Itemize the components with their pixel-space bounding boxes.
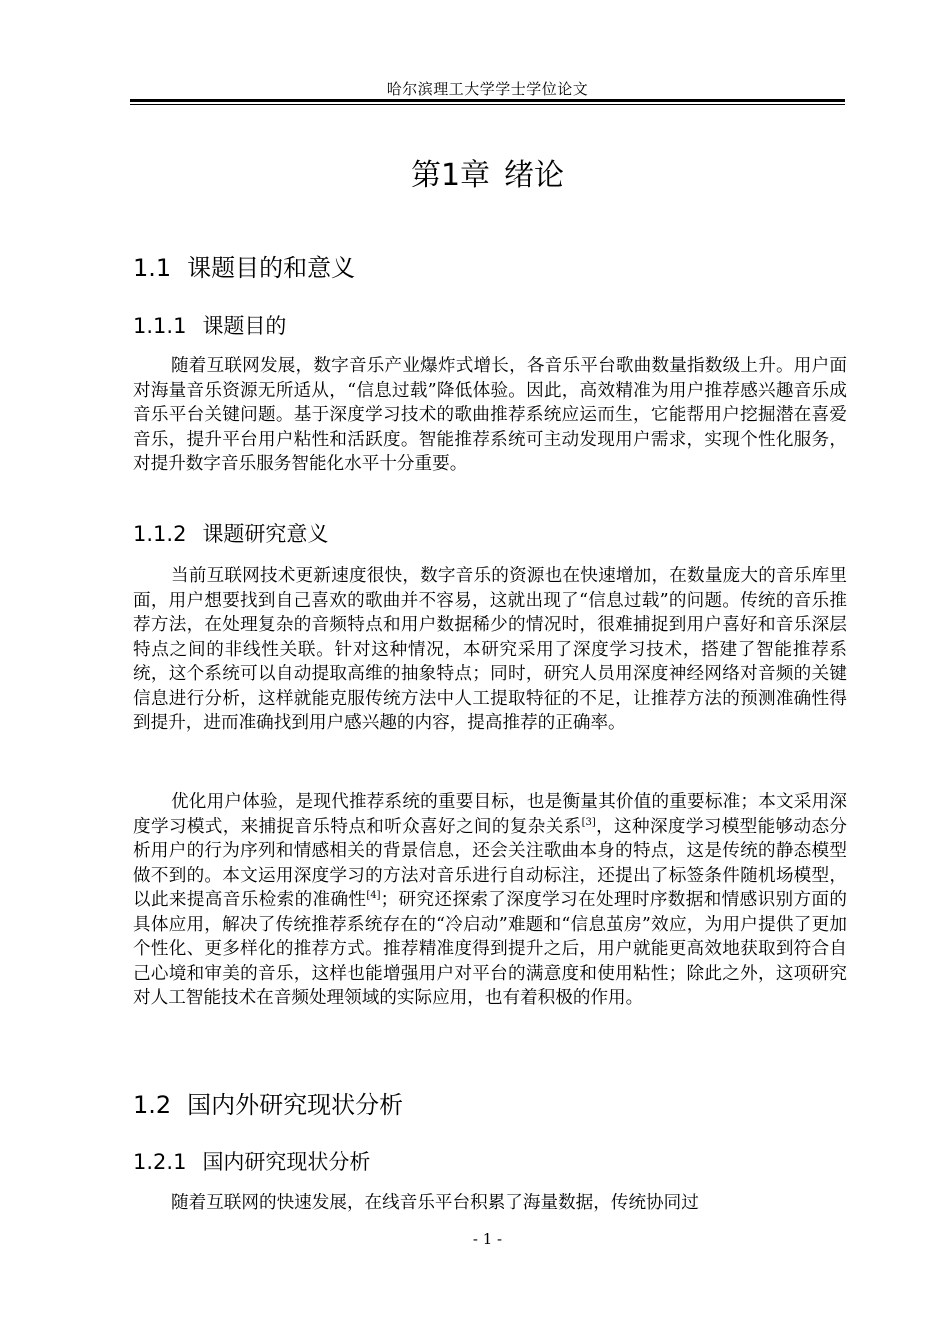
section-number: 1.1.2 [133, 522, 187, 546]
paragraph-significance-2 [133, 790, 847, 1011]
chapter-number: 第1章 [410, 158, 491, 193]
header-rule-thin [130, 104, 845, 105]
section-title: 课题目的 [202, 314, 287, 338]
paragraph-domestic-status: 随着互联网的快速发展，在线音乐平台积累了海量数据，传统协同过 [171, 1193, 699, 1213]
section-heading-1-2 [133, 1085, 403, 1120]
section-title: 国内研究现状分析 [202, 1150, 371, 1174]
running-header: 哈尔滨理工大学学士学位论文 [386, 80, 589, 98]
section-number: 1.1.1 [133, 314, 187, 338]
paragraph-significance-1: 当前互联网技术更新速度很快，数字音乐的资源也在快速增加，在数量庞大的音乐库里面，用户想要找到自己喜欢的歌曲并不容易，这就出现了“信息过载”的问题。传统的音乐推荐方法，在处理复杂的音频特点和用户数据稀少的情况时，很难捕捉到用户喜好和音乐深层特点之间的非线性关联。针对这种情况，本研究采用了深度学习技术，搭建了智能推荐系统，这个系统可以自动提取高维的抽象特点；同时，研究人员用深度神经网络对音频的关键信息进行分析，这样就能克服传统方法中人工提取特征的不足，让推荐方法的预测准确性得到提升，进而准确找到用户感兴趣的内容，提高推荐的正确率。 [133, 566, 847, 733]
paragraph-purpose: 随着互联网发展，数字音乐产业爆炸式增长，各音乐平台歌曲数量指数级上升。用户面对海量音乐资源无所适从，“信息过载”降低体验。因此，高效精准为用户推荐感兴趣音乐成音乐平台关键问题。基于深度学习技术的歌曲推荐系统应运而生，它能帮用户挖掘潜在喜爱音乐，提升平台用户粘性和活跃度。智能推荐系统可主动发现用户需求，实现个性化服务，对提升数字音乐服务智能化水平十分重要。 [133, 356, 847, 474]
section-heading-1-1 [133, 248, 355, 283]
paragraph-text: ，这种深度学习模型能够动态分析用户的行为序列和情感相关的背景信息，还会关注歌曲本身的特点，这是传统的静态模型做不到的。本文运用深度学习的方法对音乐进行自动标注，还提出了标签条件随机场模型，以此来提高音乐检索的准确性 [133, 816, 847, 910]
chapter-name: 绪论 [504, 158, 565, 193]
section-number: 1.2.1 [133, 1150, 187, 1174]
section-heading-1-2-1 [133, 1146, 370, 1176]
chapter-title [130, 150, 845, 194]
section-title: 课题研究意义 [202, 522, 329, 546]
section-title: 国内外研究现状分析 [187, 1091, 404, 1119]
section-title: 课题目的和意义 [187, 254, 356, 282]
header-rule-thick [130, 99, 845, 102]
section-number: 1.1 [133, 254, 172, 282]
section-heading-1-1-2 [133, 518, 328, 548]
citation-ref-4[interactable]: [4] [366, 890, 381, 901]
citation-ref-3[interactable]: [3] [581, 816, 596, 828]
paragraph-text: ；研究还探索了深度学习在处理时序数据和情感识别方面的具体应用，解决了传统推荐系统存在的“冷启动”难题和“信息茧房”效应，为用户提供了更加个性化、更多样化的推荐方式。推荐精准度得到提升之后，用户就能更高效地获取到符合自己心境和审美的音乐，这样也能增强用户对平台的满意度和使用粘性；除此之外，这项研究对人工智能技术在音频处理领域的实际应用，也有着积极的作用。 [133, 890, 847, 1008]
page-number: - 1 - [472, 1230, 503, 1248]
section-number: 1.2 [133, 1091, 172, 1119]
paragraph-text: 优化用户体验，是现代推荐系统的重要目标，也是衡量其价值的重要标准；本文采用深度学习模式，来捕捉音乐特点和听众喜好之间的复杂关系 [133, 792, 847, 837]
section-heading-1-1-1 [133, 310, 286, 340]
